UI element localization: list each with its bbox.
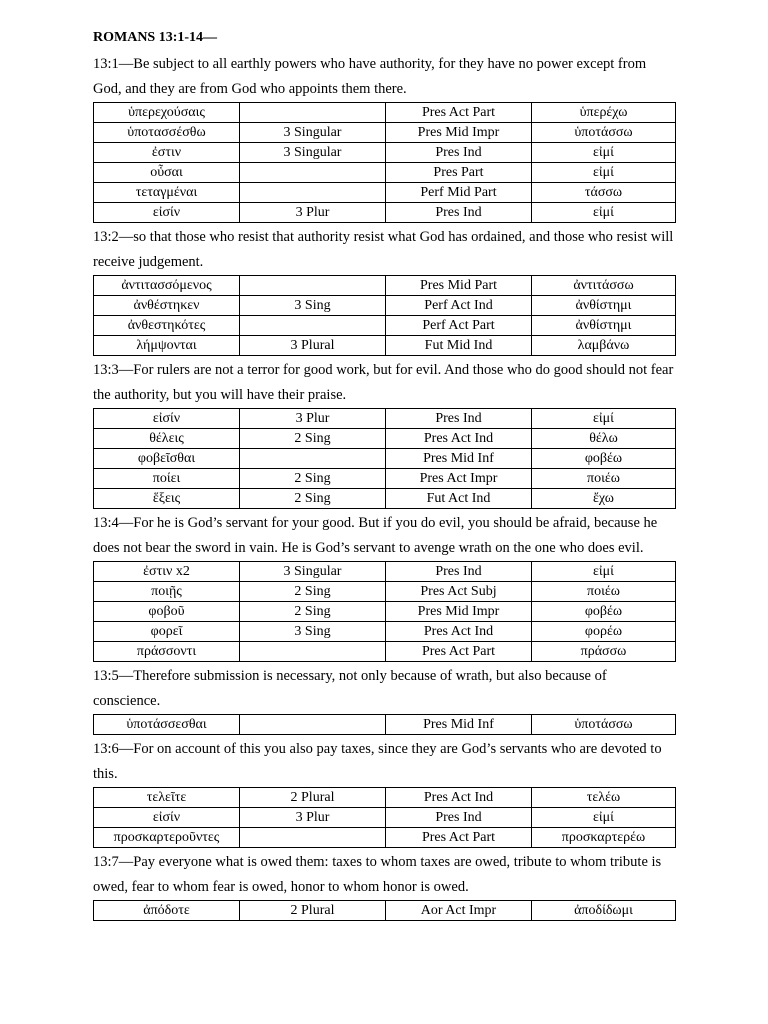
verse-text: 13:4—For he is God’s servant for your good. But if you do evil, you should be afraid, because he does not bear the sword in vain. He is God’s servant to avenge wrath on the one who does evil. (93, 515, 658, 556)
parsing-cell: Pres Act Part (386, 828, 532, 848)
greek-word-cell: φοβοῦ (94, 602, 240, 622)
person-number-cell (240, 183, 386, 203)
lexical-form-cell: ἔχω (532, 489, 676, 509)
table-row (94, 103, 676, 123)
table-row (94, 562, 676, 582)
lexical-form-cell: εἰμί (532, 409, 676, 429)
greek-word-cell: λήμψονται (94, 336, 240, 356)
lexical-form-cell: φοβέω (532, 449, 676, 469)
person-number-cell (240, 316, 386, 336)
lexical-form-cell: ἀνθίστημι (532, 296, 676, 316)
table-row (94, 316, 676, 336)
greek-word-cell: ἕξεις (94, 489, 240, 509)
greek-word-cell: τεταγμέναι (94, 183, 240, 203)
lexical-form-cell: ἀποδίδωμι (532, 901, 676, 921)
person-number-cell (240, 715, 386, 735)
parsing-cell: Pres Part (386, 163, 532, 183)
parsing-cell: Pres Mid Impr (386, 123, 532, 143)
person-number-cell: 3 Sing (240, 296, 386, 316)
lexical-form-cell: προσκαρτερέω (532, 828, 676, 848)
table-row (94, 409, 676, 429)
person-number-cell: 2 Plural (240, 788, 386, 808)
lexical-form-cell: ὑποτάσσω (532, 123, 676, 143)
parsing-cell: Pres Act Ind (386, 622, 532, 642)
person-number-cell: 3 Sing (240, 622, 386, 642)
parsing-cell: Aor Act Impr (386, 901, 532, 921)
lexical-form-cell: θέλω (532, 429, 676, 449)
greek-word-cell: εἰσίν (94, 808, 240, 828)
greek-word-cell: εἰσίν (94, 203, 240, 223)
person-number-cell: 3 Singular (240, 143, 386, 163)
lexical-form-cell: φοβέω (532, 602, 676, 622)
table-row (94, 449, 676, 469)
table-row (94, 469, 676, 489)
table-row (94, 642, 676, 662)
parsing-cell: Pres Ind (386, 143, 532, 163)
lexical-form-cell: λαμβάνω (532, 336, 676, 356)
parsing-cell: Perf Mid Part (386, 183, 532, 203)
table-row (94, 602, 676, 622)
verse-text: 13:7—Pay everyone what is owed them: taxes to whom taxes are owed, tribute to whom tribute is owed, fear to whom fear is owed, honor to whom honor is owed. (93, 854, 662, 895)
table-row (94, 622, 676, 642)
document-title: ROMANS 13:1-14— (93, 30, 218, 45)
table-row (94, 788, 676, 808)
lexical-form-cell: εἰμί (532, 808, 676, 828)
lexical-form-cell: εἰμί (532, 143, 676, 163)
table-row (94, 429, 676, 449)
parsing-cell: Pres Act Part (386, 103, 532, 123)
parsing-cell: Fut Act Ind (386, 489, 532, 509)
lexical-form-cell: ποιέω (532, 469, 676, 489)
lexical-form-cell: εἰμί (532, 203, 676, 223)
parsing-table (93, 102, 676, 223)
table-row (94, 582, 676, 602)
verse-text: 13:6—For on account of this you also pay taxes, since they are God’s servants who are devoted to this. (93, 741, 662, 782)
sections-container (93, 52, 675, 921)
person-number-cell: 2 Sing (240, 602, 386, 622)
person-number-cell: 2 Sing (240, 469, 386, 489)
greek-word-cell: ποίει (94, 469, 240, 489)
lexical-form-cell: φορέω (532, 622, 676, 642)
verse-text: 13:5—Therefore submission is necessary, not only because of wrath, but also because of conscience. (93, 668, 607, 709)
table-row (94, 489, 676, 509)
table-row (94, 163, 676, 183)
table-row (94, 336, 676, 356)
parsing-cell: Pres Mid Inf (386, 449, 532, 469)
person-number-cell: 3 Singular (240, 562, 386, 582)
person-number-cell (240, 828, 386, 848)
parsing-cell: Pres Act Ind (386, 788, 532, 808)
table-row (94, 203, 676, 223)
parsing-table (93, 408, 676, 509)
parsing-cell: Pres Mid Inf (386, 715, 532, 735)
lexical-form-cell: ὑποτάσσω (532, 715, 676, 735)
table-row (94, 828, 676, 848)
person-number-cell: 3 Plur (240, 808, 386, 828)
greek-word-cell: ποιῇς (94, 582, 240, 602)
parsing-table (93, 275, 676, 356)
table-row (94, 715, 676, 735)
parsing-cell: Pres Mid Impr (386, 602, 532, 622)
greek-word-cell: φορεῖ (94, 622, 240, 642)
greek-word-cell: εἰσίν (94, 409, 240, 429)
verse-text: 13:1—Be subject to all earthly powers who have authority, for they have no power except from God, and they are from God who appoints them there. (93, 56, 647, 97)
greek-word-cell: ἐστιν (94, 143, 240, 163)
parsing-cell: Pres Ind (386, 562, 532, 582)
table-row (94, 296, 676, 316)
lexical-form-cell: ὑπερέχω (532, 103, 676, 123)
person-number-cell: 2 Sing (240, 429, 386, 449)
parsing-cell: Fut Mid Ind (386, 336, 532, 356)
person-number-cell: 3 Singular (240, 123, 386, 143)
greek-word-cell: ἀνθέστηκεν (94, 296, 240, 316)
parsing-cell: Pres Act Ind (386, 429, 532, 449)
parsing-cell: Pres Mid Part (386, 276, 532, 296)
person-number-cell: 3 Plur (240, 409, 386, 429)
parsing-table (93, 561, 676, 662)
document-page (93, 28, 675, 923)
verse-text: 13:3—For rulers are not a terror for good work, but for evil. And those who do good should not fear the authority, but you will have their praise. (93, 362, 674, 403)
person-number-cell: 2 Plural (240, 901, 386, 921)
table-row (94, 183, 676, 203)
greek-word-cell: φοβεῖσθαι (94, 449, 240, 469)
person-number-cell (240, 163, 386, 183)
person-number-cell (240, 642, 386, 662)
parsing-table (93, 714, 676, 735)
parsing-cell: Pres Ind (386, 808, 532, 828)
person-number-cell: 3 Plural (240, 336, 386, 356)
parsing-cell: Perf Act Part (386, 316, 532, 336)
lexical-form-cell: ποιέω (532, 582, 676, 602)
table-row (94, 808, 676, 828)
greek-word-cell: προσκαρτεροῦντες (94, 828, 240, 848)
parsing-cell: Pres Ind (386, 203, 532, 223)
greek-word-cell: ὑπερεχούσαις (94, 103, 240, 123)
parsing-cell: Pres Ind (386, 409, 532, 429)
greek-word-cell: οὖσαι (94, 163, 240, 183)
parsing-table (93, 787, 676, 848)
lexical-form-cell: πράσσω (532, 642, 676, 662)
greek-word-cell: ἀνθεστηκότες (94, 316, 240, 336)
table-row (94, 123, 676, 143)
greek-word-cell: ἀντιτασσόμενος (94, 276, 240, 296)
lexical-form-cell: εἰμί (532, 562, 676, 582)
lexical-form-cell: εἰμί (532, 163, 676, 183)
table-row (94, 276, 676, 296)
lexical-form-cell: τελέω (532, 788, 676, 808)
person-number-cell (240, 449, 386, 469)
greek-word-cell: ἐστιν x2 (94, 562, 240, 582)
parsing-cell: Perf Act Ind (386, 296, 532, 316)
parsing-cell: Pres Act Subj (386, 582, 532, 602)
lexical-form-cell: τάσσω (532, 183, 676, 203)
greek-word-cell: ὑποτασσέσθω (94, 123, 240, 143)
greek-word-cell: πράσσοντι (94, 642, 240, 662)
person-number-cell (240, 103, 386, 123)
parsing-table (93, 900, 676, 921)
verse-text: 13:2—so that those who resist that authority resist what God has ordained, and those who resist will receive judgement. (93, 229, 674, 270)
greek-word-cell: τελεῖτε (94, 788, 240, 808)
greek-word-cell: ἀπόδοτε (94, 901, 240, 921)
parsing-cell: Pres Act Part (386, 642, 532, 662)
person-number-cell: 3 Plur (240, 203, 386, 223)
greek-word-cell: ὑποτάσσεσθαι (94, 715, 240, 735)
greek-word-cell: θέλεις (94, 429, 240, 449)
person-number-cell: 2 Sing (240, 489, 386, 509)
person-number-cell (240, 276, 386, 296)
parsing-cell: Pres Act Impr (386, 469, 532, 489)
lexical-form-cell: ἀνθίστημι (532, 316, 676, 336)
lexical-form-cell: ἀντιτάσσω (532, 276, 676, 296)
table-row (94, 901, 676, 921)
person-number-cell: 2 Sing (240, 582, 386, 602)
table-row (94, 143, 676, 163)
